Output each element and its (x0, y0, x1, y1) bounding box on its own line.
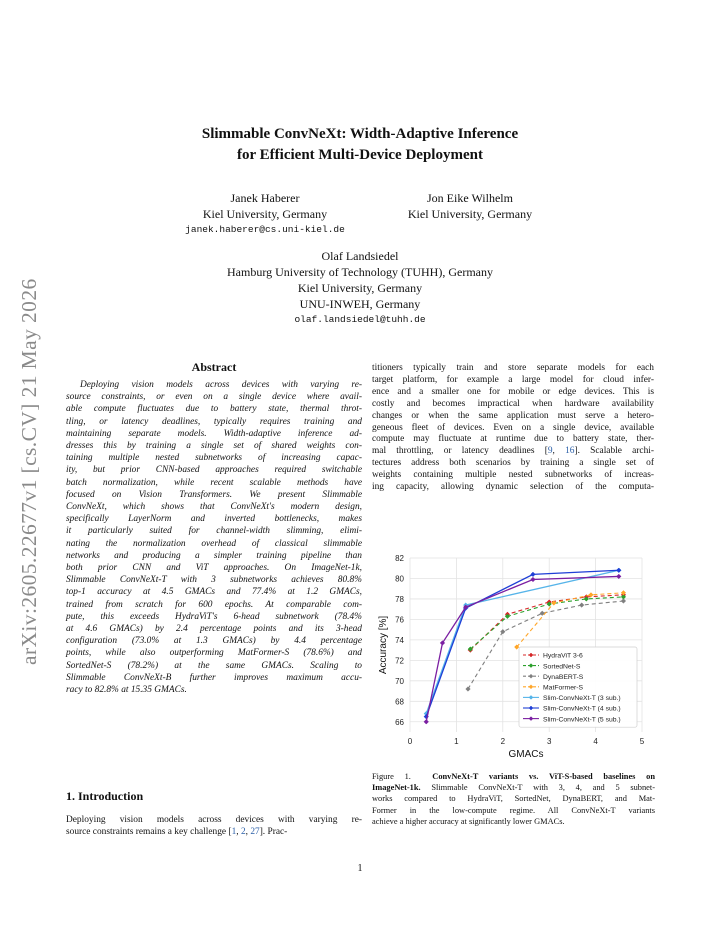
intro-text-span: ]. Prac- (259, 827, 288, 838)
abstract-heading: Abstract (191, 360, 237, 374)
y-tick-label: 78 (395, 594, 404, 604)
citation-link[interactable]: 1 (231, 827, 237, 838)
y-tick-label: 68 (395, 697, 404, 707)
abstract-line: it particularly suited for channel-width slimming, elimi- (66, 526, 362, 537)
abstract-line: maintaining separate models. Width-adaptive inference ad- (66, 428, 362, 439)
y-tick-label: 82 (395, 554, 404, 563)
legend-entry-label: DynaBERT-S (543, 673, 584, 681)
abstract-line: configuration (73.0% at 1.3 GMACs) by 4.4 percentage (66, 636, 362, 647)
citation-link[interactable]: 9 (547, 446, 553, 457)
x-tick-label: 4 (593, 737, 598, 746)
abstract-line: at 4.6 GMACs) by 2.4 percentage points and its 3-head (66, 624, 362, 635)
paper-title (110, 124, 610, 166)
abstract-line: focused on Vision Transformers. We present Slimmable (66, 489, 362, 500)
caption-line: works compared to HydraViT, SortedNet, DynaBERT, and Mat- (372, 794, 655, 804)
figure-1-chart (370, 552, 655, 770)
citation-separator: , (552, 446, 566, 457)
caption-bold: ConvNeXt-T variants vs. ViT-S-based baselines on (432, 772, 655, 781)
introduction-body-continued (372, 363, 654, 494)
abstract-line: dresses this by training a single set of shared weights con- (66, 441, 362, 452)
author-affiliation: Kiel University, Germany (202, 207, 328, 221)
body-text-span: ]. Scalable archi- (574, 446, 654, 457)
abstract-line: batch normalization, while recent scalable methods have (66, 477, 362, 488)
caption-line (372, 782, 655, 793)
legend-entry-label: HydraViT 3-6 (543, 652, 583, 660)
legend-entry-label: Slim-ConvNeXt-T (4 sub.) (543, 705, 621, 713)
author-block-haberer (160, 190, 370, 237)
legend-entry-label: Slim-ConvNeXt-T (3 sub.) (543, 695, 621, 703)
abstract-line: specifically LayerNorm and inverted bottlenecks, makes (66, 514, 362, 525)
abstract-line: points, while also outperforming MatFormer-S (78.6%) and (66, 648, 362, 659)
body-line: costly and becomes impractical when hardware availability (372, 398, 654, 409)
caption-bold: ImageNet-1k. (372, 783, 421, 793)
author-email[interactable]: olaf.landsiedel@tuhh.de (294, 314, 426, 325)
abstract-line: nating the normalization overhead of classical slimmable (66, 538, 362, 549)
author-affiliation: Kiel University, Germany (407, 207, 533, 221)
y-tick-label: 74 (395, 635, 404, 645)
abstract-line: racy to 82.8% at 15.35 GMACs. (66, 685, 187, 696)
intro-text-span: source constraints remains a key challenge [ (66, 827, 232, 838)
abstract-line: ity, but prior CNN-based approaches required switchable (66, 465, 362, 476)
abstract-line: ConvNeXt, which shows that ConvNeXt's modern design, (66, 502, 362, 513)
abstract-line: Slimmable ConvNeXt-T with 3 subnetworks achieves 80.8% (66, 575, 362, 586)
y-tick-label: 80 (395, 574, 404, 584)
citation-link[interactable]: 2 (240, 827, 246, 838)
y-tick-label: 76 (395, 615, 404, 625)
x-tick-label: 0 (407, 737, 413, 746)
y-tick-label: 72 (395, 656, 404, 666)
author-name: Jon Eike Wilhelm (427, 191, 513, 205)
abstract-line: pute, this exceeds HydraViT's 6-head subnetwork (78.4% (66, 611, 362, 622)
y-axis-label: Accuracy [%] (378, 615, 389, 675)
arxiv-identifier-stamp: arXiv:2605.22677v1 [cs.CV] 21 May 2026 (17, 278, 41, 665)
x-tick-label: 1 (454, 737, 459, 746)
caption-line (372, 771, 655, 782)
caption-label: Figure 1. (372, 772, 411, 781)
abstract-line: source constraints, or even on a single device where avail- (66, 392, 362, 403)
body-line: target platform, for example a large model for cloud infer- (372, 374, 654, 385)
body-text-span: mal throttling, or latency deadlines [ (372, 446, 548, 457)
y-tick-label: 70 (395, 676, 404, 686)
caption-text: Slimmable ConvNeXt-T with 3, 4, and 5 subnet- (420, 783, 655, 793)
body-line: ing capacity, allowing dynamic selection of the computa- (372, 482, 654, 493)
author-email[interactable]: janek.haberer@cs.uni-kiel.de (185, 224, 345, 235)
author-block-wilhelm (370, 190, 570, 222)
caption-line: Former in the low-compute regime. All ConvNeXt-T variants (372, 805, 655, 815)
body-line: ence and a smaller one for mobile or edge devices. This is (372, 386, 654, 397)
intro-line (66, 826, 362, 838)
accuracy-vs-gmacs-chart (370, 552, 655, 770)
x-tick-label: 3 (546, 737, 552, 746)
body-line: changes or when the same application must serve a hetero- (372, 410, 654, 421)
abstract-line: Slimmable ConvNeXt-B further improves maximum accu- (66, 672, 362, 683)
abstract-body (66, 379, 362, 696)
body-line: tectures address both scenarios by training a single set of (372, 458, 654, 469)
x-axis-label: GMACs (508, 749, 544, 760)
author-block-landsiedel (160, 248, 560, 327)
author-affiliation: UNU-INWEH, Germany (299, 297, 421, 311)
abstract-line: able compute fluctuates due to battery state, thermal throt- (66, 404, 362, 415)
body-line (372, 446, 654, 458)
citation-link[interactable]: 16 (565, 446, 575, 457)
author-name: Olaf Landsiedel (321, 249, 399, 263)
abstract-line: Deploying vision models across devices with varying re- (80, 380, 362, 390)
abstract-line: SortedNet-S (78.2%) at the same GMACs. Scaling to (66, 660, 362, 671)
abstract-line: taining multiple nested subnetworks of increasing capac- (66, 453, 362, 464)
body-line: geneous fleet of devices. Even on a single device, available (372, 422, 654, 433)
title-line-2: for Efficient Multi-Device Deployment (237, 147, 483, 163)
abstract-line: tling, or latency deadlines, typically requires training and (66, 416, 362, 427)
page-number: 1 (357, 863, 363, 874)
body-line: compute may fluctuate at runtime due to battery state, ther- (372, 434, 654, 445)
introduction-body (66, 814, 362, 839)
x-tick-label: 2 (500, 737, 506, 746)
x-tick-label: 5 (639, 737, 645, 746)
abstract-line: trained from scratch for 600 epochs. At comparable com- (66, 599, 362, 610)
citation-separator: , (245, 827, 251, 838)
figure-1-caption (372, 771, 655, 827)
abstract-line: networks and producing a simpler training pipeline than (66, 550, 362, 561)
body-line: titioners typically train and store separate models for each (372, 363, 654, 373)
author-affiliation: Kiel University, Germany (297, 281, 423, 295)
author-name: Janek Haberer (230, 191, 300, 205)
citation-separator: , (236, 827, 241, 838)
author-affiliation: Hamburg University of Technology (TUHH), Germany (227, 265, 493, 279)
body-line: weights containing multiple nested subnetworks of increas- (372, 470, 654, 481)
citation-link[interactable]: 27 (250, 827, 260, 838)
caption-line: achieve a higher accuracy at significantly lower GMACs. (372, 816, 565, 826)
title-line-1: Slimmable ConvNeXt: Width-Adaptive Inference (201, 126, 519, 142)
legend-entry-label: MatFormer-S (543, 684, 584, 692)
legend-entry-label: Slim-ConvNeXt-T (5 sub.) (543, 716, 621, 724)
section-heading-introduction: 1. Introduction (66, 789, 144, 803)
abstract-line: top-1 accuracy at 4.5 GMACs and 77.4% at 1.2 GMACs, (66, 587, 362, 598)
legend-entry-label: SortedNet-S (543, 663, 581, 671)
abstract-line: both prior CNN and ViT approaches. On ImageNet-1k, (66, 563, 362, 574)
y-tick-label: 66 (395, 717, 404, 727)
intro-line: Deploying vision models across devices with varying re- (66, 815, 362, 825)
